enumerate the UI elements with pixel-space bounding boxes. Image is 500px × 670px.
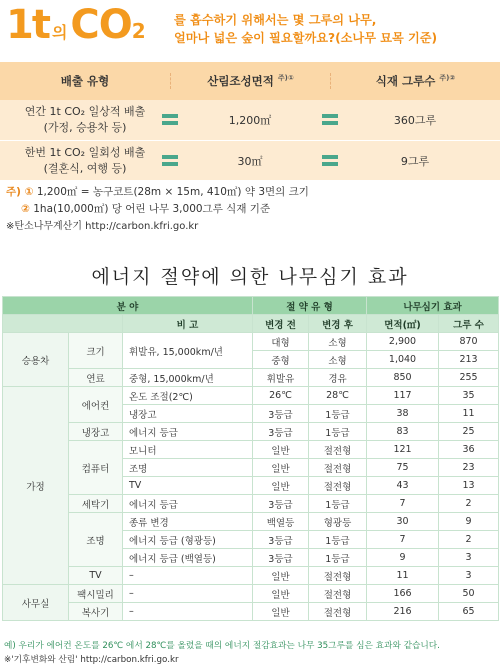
trees-cell: 9 (439, 513, 499, 531)
trees-cell: 2 (439, 495, 499, 513)
after-cell: 1등급 (309, 405, 367, 423)
after-cell: 1등급 (309, 549, 367, 567)
after-cell: 28℃ (309, 387, 367, 405)
trees-value: 9그루 (400, 154, 430, 168)
header-area-label: 산림조성면적 (207, 74, 274, 88)
trees-cell: 13 (439, 477, 499, 495)
header-area-note: 주)① (277, 74, 294, 83)
header-blank (3, 315, 123, 333)
after-cell: 형광등 (309, 513, 367, 531)
area-value: 1,200㎡ (228, 114, 272, 127)
table-row (3, 603, 499, 621)
area-cell: 7 (367, 495, 439, 513)
trees-value: 360그루 (393, 114, 437, 127)
area-cell: 2,900 (367, 333, 439, 351)
footer-source[interactable]: ※'기후변화와 산림' http://carbon.kfri.go.kr (4, 655, 179, 665)
trees-cell: 213 (439, 351, 499, 369)
remark-cell: 모니터 (123, 441, 253, 459)
before-cell: 26℃ (253, 387, 309, 405)
subheader-row (3, 315, 499, 333)
title-particle: 의 (51, 23, 68, 42)
trees-cell: 2 (439, 531, 499, 549)
header-area (170, 73, 330, 89)
sub-category: 복사기 (69, 603, 123, 621)
table-row (3, 585, 499, 603)
sub-category: 연료 (69, 369, 123, 387)
header-trees (330, 73, 500, 89)
group-car: 승용차 (3, 333, 69, 387)
area-cell: 117 (367, 387, 439, 405)
remark-cell: 에너지 등급 (형광등) (123, 531, 253, 549)
after-cell: 절전형 (309, 441, 367, 459)
equals-icon (162, 113, 178, 127)
trees-cell (330, 112, 500, 128)
trees-cell: 36 (439, 441, 499, 459)
note-2 (6, 201, 496, 218)
header-row (3, 297, 499, 315)
before-cell: 중형 (253, 351, 309, 369)
energy-saving-table (2, 296, 499, 621)
before-cell: 일반 (253, 441, 309, 459)
before-cell: 일반 (253, 585, 309, 603)
after-cell: 절전형 (309, 477, 367, 495)
header-trees-note: 주)② (439, 74, 456, 83)
absorption-row (0, 140, 500, 180)
table-row (3, 441, 499, 459)
note-1-text: 1,200㎡ = 농구코트(28m × 15m, 410㎡) 약 3면의 크기 (36, 186, 309, 198)
source-link[interactable]: ※탄소나무계산기 http://carbon.kfri.go.kr (6, 221, 199, 232)
before-cell: 3등급 (253, 495, 309, 513)
area-cell: 166 (367, 585, 439, 603)
area-cell: 1,040 (367, 351, 439, 369)
area-cell (170, 153, 330, 169)
header-category: 분 야 (3, 297, 253, 315)
before-cell: 휘발유 (253, 369, 309, 387)
emission-type-line2: (가정, 승용차 등) (43, 121, 127, 134)
before-cell: 일반 (253, 567, 309, 585)
trees-cell: 65 (439, 603, 499, 621)
notes (6, 184, 496, 235)
header-area: 면적(㎡) (367, 315, 439, 333)
equals-icon (322, 154, 338, 168)
trees-cell: 11 (439, 405, 499, 423)
header-effect: 나무심기 효과 (367, 297, 499, 315)
before-cell: 일반 (253, 603, 309, 621)
emission-type-line1: 연간 1t CO₂ 일상적 배출 (24, 105, 146, 118)
header-trees: 그루 수 (439, 315, 499, 333)
note-2-text: 1ha(10,000㎡) 당 어린 나무 3,000그루 식재 기준 (33, 203, 271, 215)
area-cell: 75 (367, 459, 439, 477)
remark-cell: 에너지 등급 (123, 423, 253, 441)
footer-example: 예) 우리가 에어컨 온도를 26℃ 에서 28℃를 올렸을 때의 에너지 절감효과는 나무 35그루를 심은 효과와 같습니다. (4, 641, 440, 651)
header-saving-type: 절 약 유 형 (253, 297, 367, 315)
footer (4, 639, 498, 667)
remark-cell: – (123, 585, 253, 603)
before-cell: 3등급 (253, 549, 309, 567)
sub-category: 에어컨 (69, 387, 123, 423)
area-cell (170, 112, 330, 128)
before-cell: 일반 (253, 477, 309, 495)
hero-question (174, 11, 494, 47)
table-row (3, 387, 499, 405)
remark-cell: 조명 (123, 459, 253, 477)
area-cell: 121 (367, 441, 439, 459)
trees-cell: 870 (439, 333, 499, 351)
trees-cell: 3 (439, 549, 499, 567)
table-row (3, 495, 499, 513)
question-line-1: 를 흡수하기 위해서는 몇 그루의 나무, (174, 13, 377, 27)
sub-category: 조명 (69, 513, 123, 567)
table-row (3, 567, 499, 585)
table-row (3, 369, 499, 387)
trees-cell (330, 153, 500, 169)
after-cell: 절전형 (309, 567, 367, 585)
area-cell: 7 (367, 531, 439, 549)
after-cell: 경유 (309, 369, 367, 387)
equals-icon (162, 154, 178, 168)
absorption-row (0, 100, 500, 140)
after-cell: 절전형 (309, 459, 367, 477)
area-cell: 38 (367, 405, 439, 423)
area-cell: 216 (367, 603, 439, 621)
table-row (3, 423, 499, 441)
header-emission-type: 배출 유형 (60, 74, 110, 88)
note-2-prefix: ② (21, 203, 30, 215)
remark-cell: 온도 조절(2℃) (123, 387, 253, 405)
after-cell: 소형 (309, 351, 367, 369)
emission-type (0, 145, 170, 177)
before-cell: 3등급 (253, 531, 309, 549)
trees-cell: 23 (439, 459, 499, 477)
area-cell: 83 (367, 423, 439, 441)
trees-cell: 25 (439, 423, 499, 441)
area-cell: 9 (367, 549, 439, 567)
table-row (3, 333, 499, 351)
question-line-2: 얼마나 넓은 숲이 필요할까요?(소나무 묘목 기준) (174, 31, 438, 45)
header-trees-label: 식재 그루수 (375, 74, 436, 88)
title-1t: 1t (6, 2, 49, 48)
sub-category: 팩시밀리 (69, 585, 123, 603)
group-office: 사무실 (3, 585, 69, 621)
after-cell: 1등급 (309, 495, 367, 513)
header-before: 변경 전 (253, 315, 309, 333)
after-cell: 절전형 (309, 603, 367, 621)
emission-type-line1: 한번 1t CO₂ 일회성 배출 (24, 145, 146, 159)
remark-cell: – (123, 567, 253, 585)
remark-cell: 냉장고 (123, 405, 253, 423)
before-cell: 백열등 (253, 513, 309, 531)
section-title: 에너지 절약에 의한 나무심기 효과 (91, 266, 409, 288)
hero-heading (0, 0, 500, 58)
sub-category: 세탁기 (69, 495, 123, 513)
trees-cell: 35 (439, 387, 499, 405)
title-subscript: 2 (131, 19, 146, 43)
sub-category: TV (69, 567, 123, 585)
equals-icon (322, 113, 338, 127)
area-value: 30㎡ (237, 154, 263, 168)
co2-title (6, 2, 146, 56)
before-cell: 대형 (253, 333, 309, 351)
before-cell: 3등급 (253, 405, 309, 423)
sub-category: 컴퓨터 (69, 441, 123, 495)
note-1-prefix: 주) ① (6, 186, 34, 198)
group-home: 가정 (3, 387, 69, 585)
sub-category: 크기 (69, 333, 123, 369)
table-row (3, 513, 499, 531)
before-cell: 일반 (253, 459, 309, 477)
remark-cell: TV (123, 477, 253, 495)
after-cell: 절전형 (309, 585, 367, 603)
area-cell: 43 (367, 477, 439, 495)
absorption-table (0, 62, 500, 180)
after-cell: 소형 (309, 333, 367, 351)
area-cell: 850 (367, 369, 439, 387)
remark-cell: 에너지 등급 (백열등) (123, 549, 253, 567)
after-cell: 1등급 (309, 531, 367, 549)
before-cell: 3등급 (253, 423, 309, 441)
after-cell: 1등급 (309, 423, 367, 441)
emission-type-line2: (결혼식, 여행 등) (43, 161, 127, 175)
remark-cell: 휘발유, 15,000km/년 (123, 333, 253, 369)
remark-cell: – (123, 603, 253, 621)
sub-category: 냉장고 (69, 423, 123, 441)
remark-cell: 에너지 등급 (123, 495, 253, 513)
emission-type (0, 104, 170, 136)
remark-cell: 종류 변경 (123, 513, 253, 531)
absorption-table-header (0, 62, 500, 100)
trees-cell: 50 (439, 585, 499, 603)
note-1 (6, 184, 496, 201)
header-after: 변경 후 (309, 315, 367, 333)
remark-cell: 중형, 15,000km/년 (123, 369, 253, 387)
area-cell: 30 (367, 513, 439, 531)
trees-cell: 3 (439, 567, 499, 585)
area-cell: 11 (367, 567, 439, 585)
title-co: CO (70, 2, 132, 48)
header-remark: 비 고 (123, 315, 253, 333)
trees-cell: 255 (439, 369, 499, 387)
